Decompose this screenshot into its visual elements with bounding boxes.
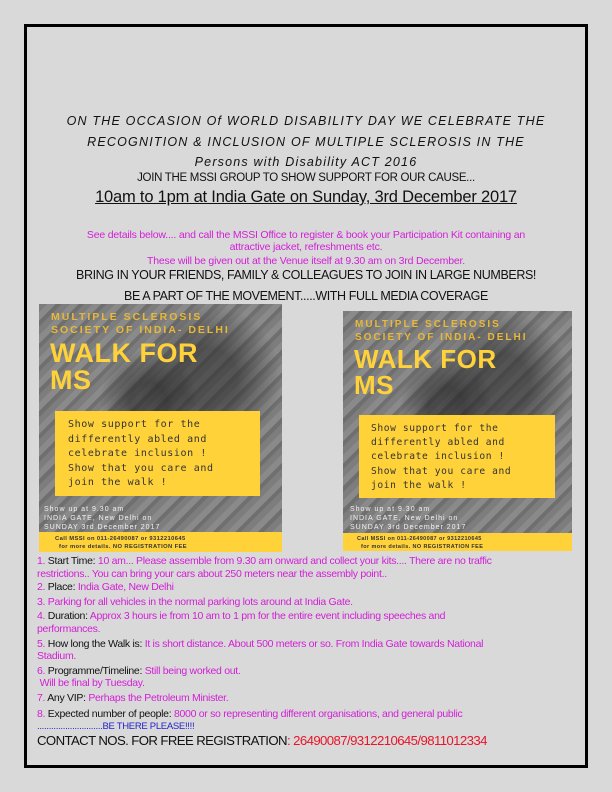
item-value: 8000 or so representing different organisations, and general public [173, 707, 463, 720]
detail-item-start-time: 1. Start Time: 10 am... Please assemble from 9.30 am onward and collect your kits.... There are no traffic [37, 555, 492, 567]
poster-message-line: celebrate inclusion ! [68, 448, 208, 460]
item-label: Place [47, 581, 73, 594]
detail-item-expected-people: 8. Expected number of people: 8000 or so representing different organisations, and general public [37, 707, 463, 720]
headline-line-1: ON THE OCCASION Of WORLD DISABILITY DAY WE CELEBRATE THE [66, 114, 546, 128]
poster-message-line: join the walk ! [371, 479, 467, 491]
item-value: Approx 3 hours ie from 10 am to 1 pm for the entire event including speeches and [89, 610, 446, 623]
poster-showup-line: INDIA GATE, New Delhi on [44, 515, 153, 522]
poster-footer [39, 532, 282, 552]
item-number: 2. [37, 581, 46, 594]
item-number: 6. [37, 664, 46, 677]
movement-line: BE A PART OF THE MOVEMENT.....WITH FULL MEDIA COVERAGE [124, 289, 488, 303]
item-value-cont: Stadium. [37, 650, 77, 663]
poster-showup-line: SUNDAY 3rd December 2017 [44, 524, 161, 531]
poster-title-line-1: WALK FOR [50, 338, 198, 368]
poster-message-line: differently abled and [371, 437, 505, 449]
info-line-1: See details below.... and call the MSSI Office to register & book your Participation Kit containing an [86, 229, 526, 241]
poster-right [343, 311, 572, 551]
join-line: JOIN THE MSSI GROUP TO SHOW SUPPORT FOR OUR CAUSE... [137, 172, 475, 184]
item-number: 4. [37, 610, 46, 623]
poster-message-box [55, 411, 260, 496]
item-value: India Gate, New Delhi [77, 581, 174, 594]
contact-numbers: 26490087/9312210645/9811012334 [293, 732, 487, 748]
item-value-cont: Will be final by Tuesday. [37, 677, 145, 690]
be-there-line: ............................BE THERE PLEASE!!!! [37, 721, 195, 733]
item-value: 10 am... Please assemble from 9.30 am onward and collect your kits.... There are no traffic [97, 555, 492, 567]
details-list [37, 555, 577, 747]
headline-line-2: RECOGNITION & INCLUSION OF MULTIPLE SCLEROSIS IN THE [87, 135, 525, 149]
flyer-frame [24, 24, 588, 768]
item-label: Duration [47, 610, 86, 623]
poster-footer-line-2: for more details. NO REGISTRATION FEE [361, 544, 484, 550]
bring-friends-line: BRING IN YOUR FRIENDS, FAMILY & COLLEAGUES TO JOIN IN LARGE NUMBERS! [76, 268, 536, 282]
item-value: It is short distance. About 500 meters or so. From India Gate towards National [144, 637, 484, 650]
contact-line [37, 732, 577, 748]
poster-org-line-1: MULTIPLE SCLEROSIS [355, 319, 501, 330]
poster-left [39, 304, 282, 552]
item-value-cont: performances. [37, 622, 101, 635]
poster-org [51, 311, 230, 337]
detail-item-duration: 4. Duration: Approx 3 hours ie from 10 am to 1 pm for the entire event including speeches and [37, 610, 446, 623]
poster-showup-line: INDIA GATE, New Delhi on [350, 515, 459, 522]
poster-footer-line-2: for more details. NO REGISTRATION FEE [59, 544, 188, 550]
poster-message-line: Show support for the [371, 423, 499, 434]
item-number: 3. [37, 595, 46, 608]
poster-footer-line-1: Call MSSI on 011-26490087 or 9312210645 [55, 536, 186, 542]
poster-footer-line-1: Call MSSI on 011-26490087 or 9312210645 [357, 536, 482, 542]
poster-showup-line: SUNDAY 3rd December 2017 [350, 524, 467, 531]
poster-showup-line: Show up at 9.30 am [44, 506, 125, 513]
item-label: Any VIP [47, 691, 84, 704]
poster-title-line-2: MS [50, 365, 92, 395]
item-value: Still being worked out. [144, 664, 241, 677]
poster-org-line-2: SOCIETY OF INDIA- DELHI [51, 324, 230, 336]
contact-label: CONTACT NOS. FOR FREE REGISTRATION [37, 732, 287, 748]
poster-title-line-1: WALK FOR [354, 344, 497, 374]
poster-message-line: differently abled and [68, 433, 208, 445]
detail-item-walk-length: 5. How long the Walk is: It is short distance. About 500 meters or so. From India Gate towards National [37, 637, 484, 650]
poster-showup-line: Show up at 9.30 am [350, 506, 431, 513]
item-value: Parking for all vehicles in the normal parking lots around at India Gate. [47, 595, 353, 608]
info-line-3: These will be given out at the Venue itself at 9.30 am on 3rd December. [147, 255, 465, 267]
detail-item-parking [37, 596, 577, 609]
poster-message-line: Show support for the [68, 419, 201, 430]
poster-showup [44, 505, 160, 532]
poster-showup [350, 505, 466, 532]
item-label: How long the Walk is [47, 637, 140, 650]
poster-message-line: Show that you care and [371, 465, 512, 477]
poster-footer [343, 533, 572, 551]
detail-item-programme: 6. Programme/Timeline: Still being worked out. [37, 664, 241, 677]
detail-item-place: 2. Place: India Gate, New Delhi [37, 581, 174, 594]
contact-colon: : [286, 732, 291, 748]
item-label: Start Time [47, 555, 93, 567]
poster-title [354, 346, 497, 398]
item-number: 1. [37, 555, 46, 567]
item-number: 7. [37, 691, 46, 704]
item-number: 5. [37, 637, 46, 650]
poster-message-box [359, 415, 555, 498]
detail-item-vip: 7. Any VIP: Perhaps the Petroleum Minister. [37, 691, 229, 704]
poster-org-line-2: SOCIETY OF INDIA- DELHI [355, 332, 528, 343]
item-label: Expected number of people [47, 707, 169, 720]
event-date-line: 10am to 1pm at India Gate on Sunday, 3rd December 2017 [95, 188, 517, 206]
poster-message-line: celebrate inclusion ! [371, 451, 505, 463]
headline-line-3: Persons with Disability ACT 2016 [194, 155, 418, 169]
poster-message-line: join the walk ! [68, 477, 168, 489]
poster-title-line-2: MS [354, 370, 394, 400]
item-value-cont: restrictions.. You can bring your cars about 250 meters near the assembly point.. [37, 567, 387, 580]
poster-org-line-1: MULTIPLE SCLEROSIS [51, 311, 203, 323]
item-number: 8. [37, 707, 46, 720]
poster-org [355, 318, 528, 344]
poster-message-line: Show that you care and [68, 462, 214, 474]
info-line-2: attractive jacket, refreshments etc. [229, 241, 383, 253]
poster-title [50, 340, 198, 394]
item-value: Perhaps the Petroleum Minister. [88, 691, 229, 704]
item-label: Programme/Timeline [47, 664, 140, 677]
